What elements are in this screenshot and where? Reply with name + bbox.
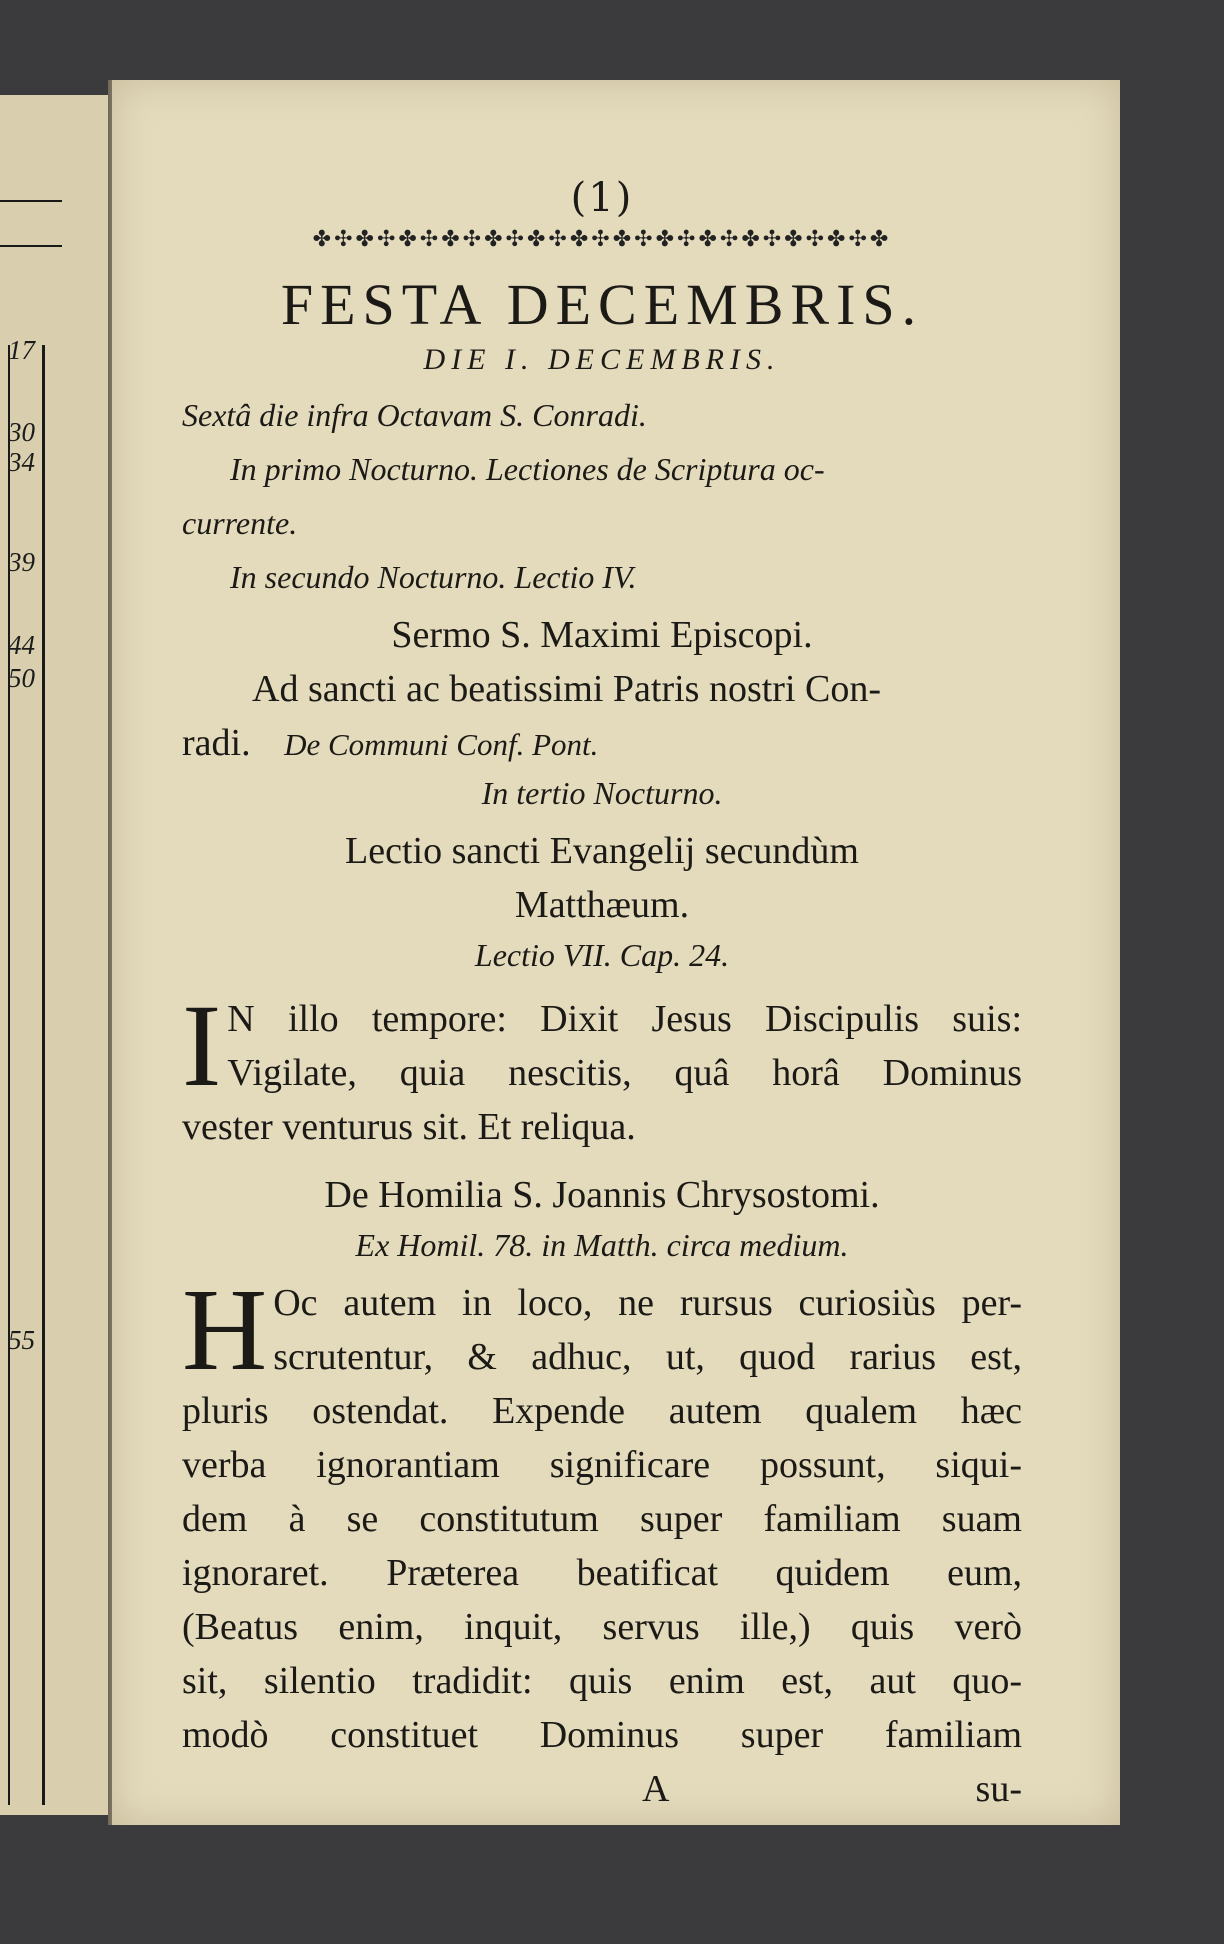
gospel-heading: Lectio sancti Evangelij secundùm xyxy=(345,830,859,872)
gospel-heading: Matthæum. xyxy=(514,884,690,926)
rubric-line: Sextâ die infra Octavam S. Conradi. xyxy=(182,397,647,433)
facing-page-rule xyxy=(0,245,62,247)
body-line: N illo tempore: Dixit Jesus Discipulis suis: xyxy=(227,998,1022,1040)
rubric-line: In primo Nocturno. Lectiones de Scriptura oc- xyxy=(230,451,825,487)
margin-number: 50 xyxy=(8,663,35,693)
rubric-line: In secundo Nocturno. Lectio IV. xyxy=(230,559,637,595)
body-line: (Beatus enim, inquit, servus ille,) quis verò xyxy=(182,1606,1022,1648)
body-line: verba ignorantiam significare possunt, siqui- xyxy=(182,1444,1022,1486)
feast-date: DIE I. DECEMBRIS. xyxy=(423,343,781,376)
page-number: (1) xyxy=(570,175,634,221)
page-footer xyxy=(182,1767,1022,1821)
body-line: Oc autem in loco, ne rursus curiosiùs per- xyxy=(273,1282,1022,1324)
ornament-band: ✤✣✤✣✤✣✤✣✤✣✤✣✤✣✤✣✤✣✤✣✤✣✤✣✤✣✤ xyxy=(312,227,892,252)
facing-page-rule xyxy=(42,345,45,1805)
rubric-text: De Communi Conf. Pont. xyxy=(284,727,599,762)
sermon-heading: Sermo S. Maximi Episcopi. xyxy=(391,614,813,656)
page-title: FESTA DECEMBRIS. xyxy=(280,272,924,337)
homily-heading: De Homilia S. Joannis Chrysostomi. xyxy=(324,1174,880,1216)
facing-page-edge xyxy=(0,95,114,1815)
body-line: ignoraret. Præterea beatificat quidem eum, xyxy=(182,1552,1022,1594)
rubric-line: currente. xyxy=(182,505,298,541)
body-line: pluris ostendat. Expende autem qualem hæc xyxy=(182,1390,1022,1432)
margin-number: 30 xyxy=(8,417,35,447)
body-line: Ad sancti ac beatissimi Patris nostri Con- xyxy=(252,668,882,710)
lesson-number: Lectio VII. Cap. 24. xyxy=(474,937,730,973)
homily-source: Ex Homil. 78. in Matth. circa medium. xyxy=(355,1227,849,1263)
margin-number: 39 xyxy=(8,547,35,577)
body-line: modò constituet Dominus super familiam xyxy=(182,1714,1022,1756)
rubric-line: In tertio Nocturno. xyxy=(481,775,723,811)
margin-number: 44 xyxy=(8,630,35,660)
body-line: Vigilate, quia nescitis, quâ horâ Dominus xyxy=(227,1052,1022,1094)
body-line: scrutentur, & adhuc, ut, quod rarius est, xyxy=(273,1336,1022,1378)
book-page xyxy=(112,80,1120,1825)
body-line: sit, silentio tradidit: quis enim est, aut quo- xyxy=(182,1660,1022,1702)
margin-number: 34 xyxy=(8,447,35,477)
body-line: dem à se constitutum super familiam suam xyxy=(182,1498,1022,1540)
drop-cap: I xyxy=(182,997,222,1105)
body-line xyxy=(182,721,1022,775)
facing-page-rule xyxy=(0,200,62,202)
page-text xyxy=(182,175,1022,1821)
drop-cap: H xyxy=(182,1281,268,1389)
body-line: vester venturus sit. Et reliqua. xyxy=(182,1106,636,1148)
margin-number: 17 xyxy=(8,335,35,365)
catchword: su- xyxy=(975,1768,1022,1810)
margin-number: 55 xyxy=(8,1325,35,1355)
body-text: radi. xyxy=(182,722,251,764)
homily-paragraph xyxy=(182,1281,1022,1389)
gospel-paragraph xyxy=(182,997,1022,1105)
signature-mark: A xyxy=(642,1768,670,1810)
